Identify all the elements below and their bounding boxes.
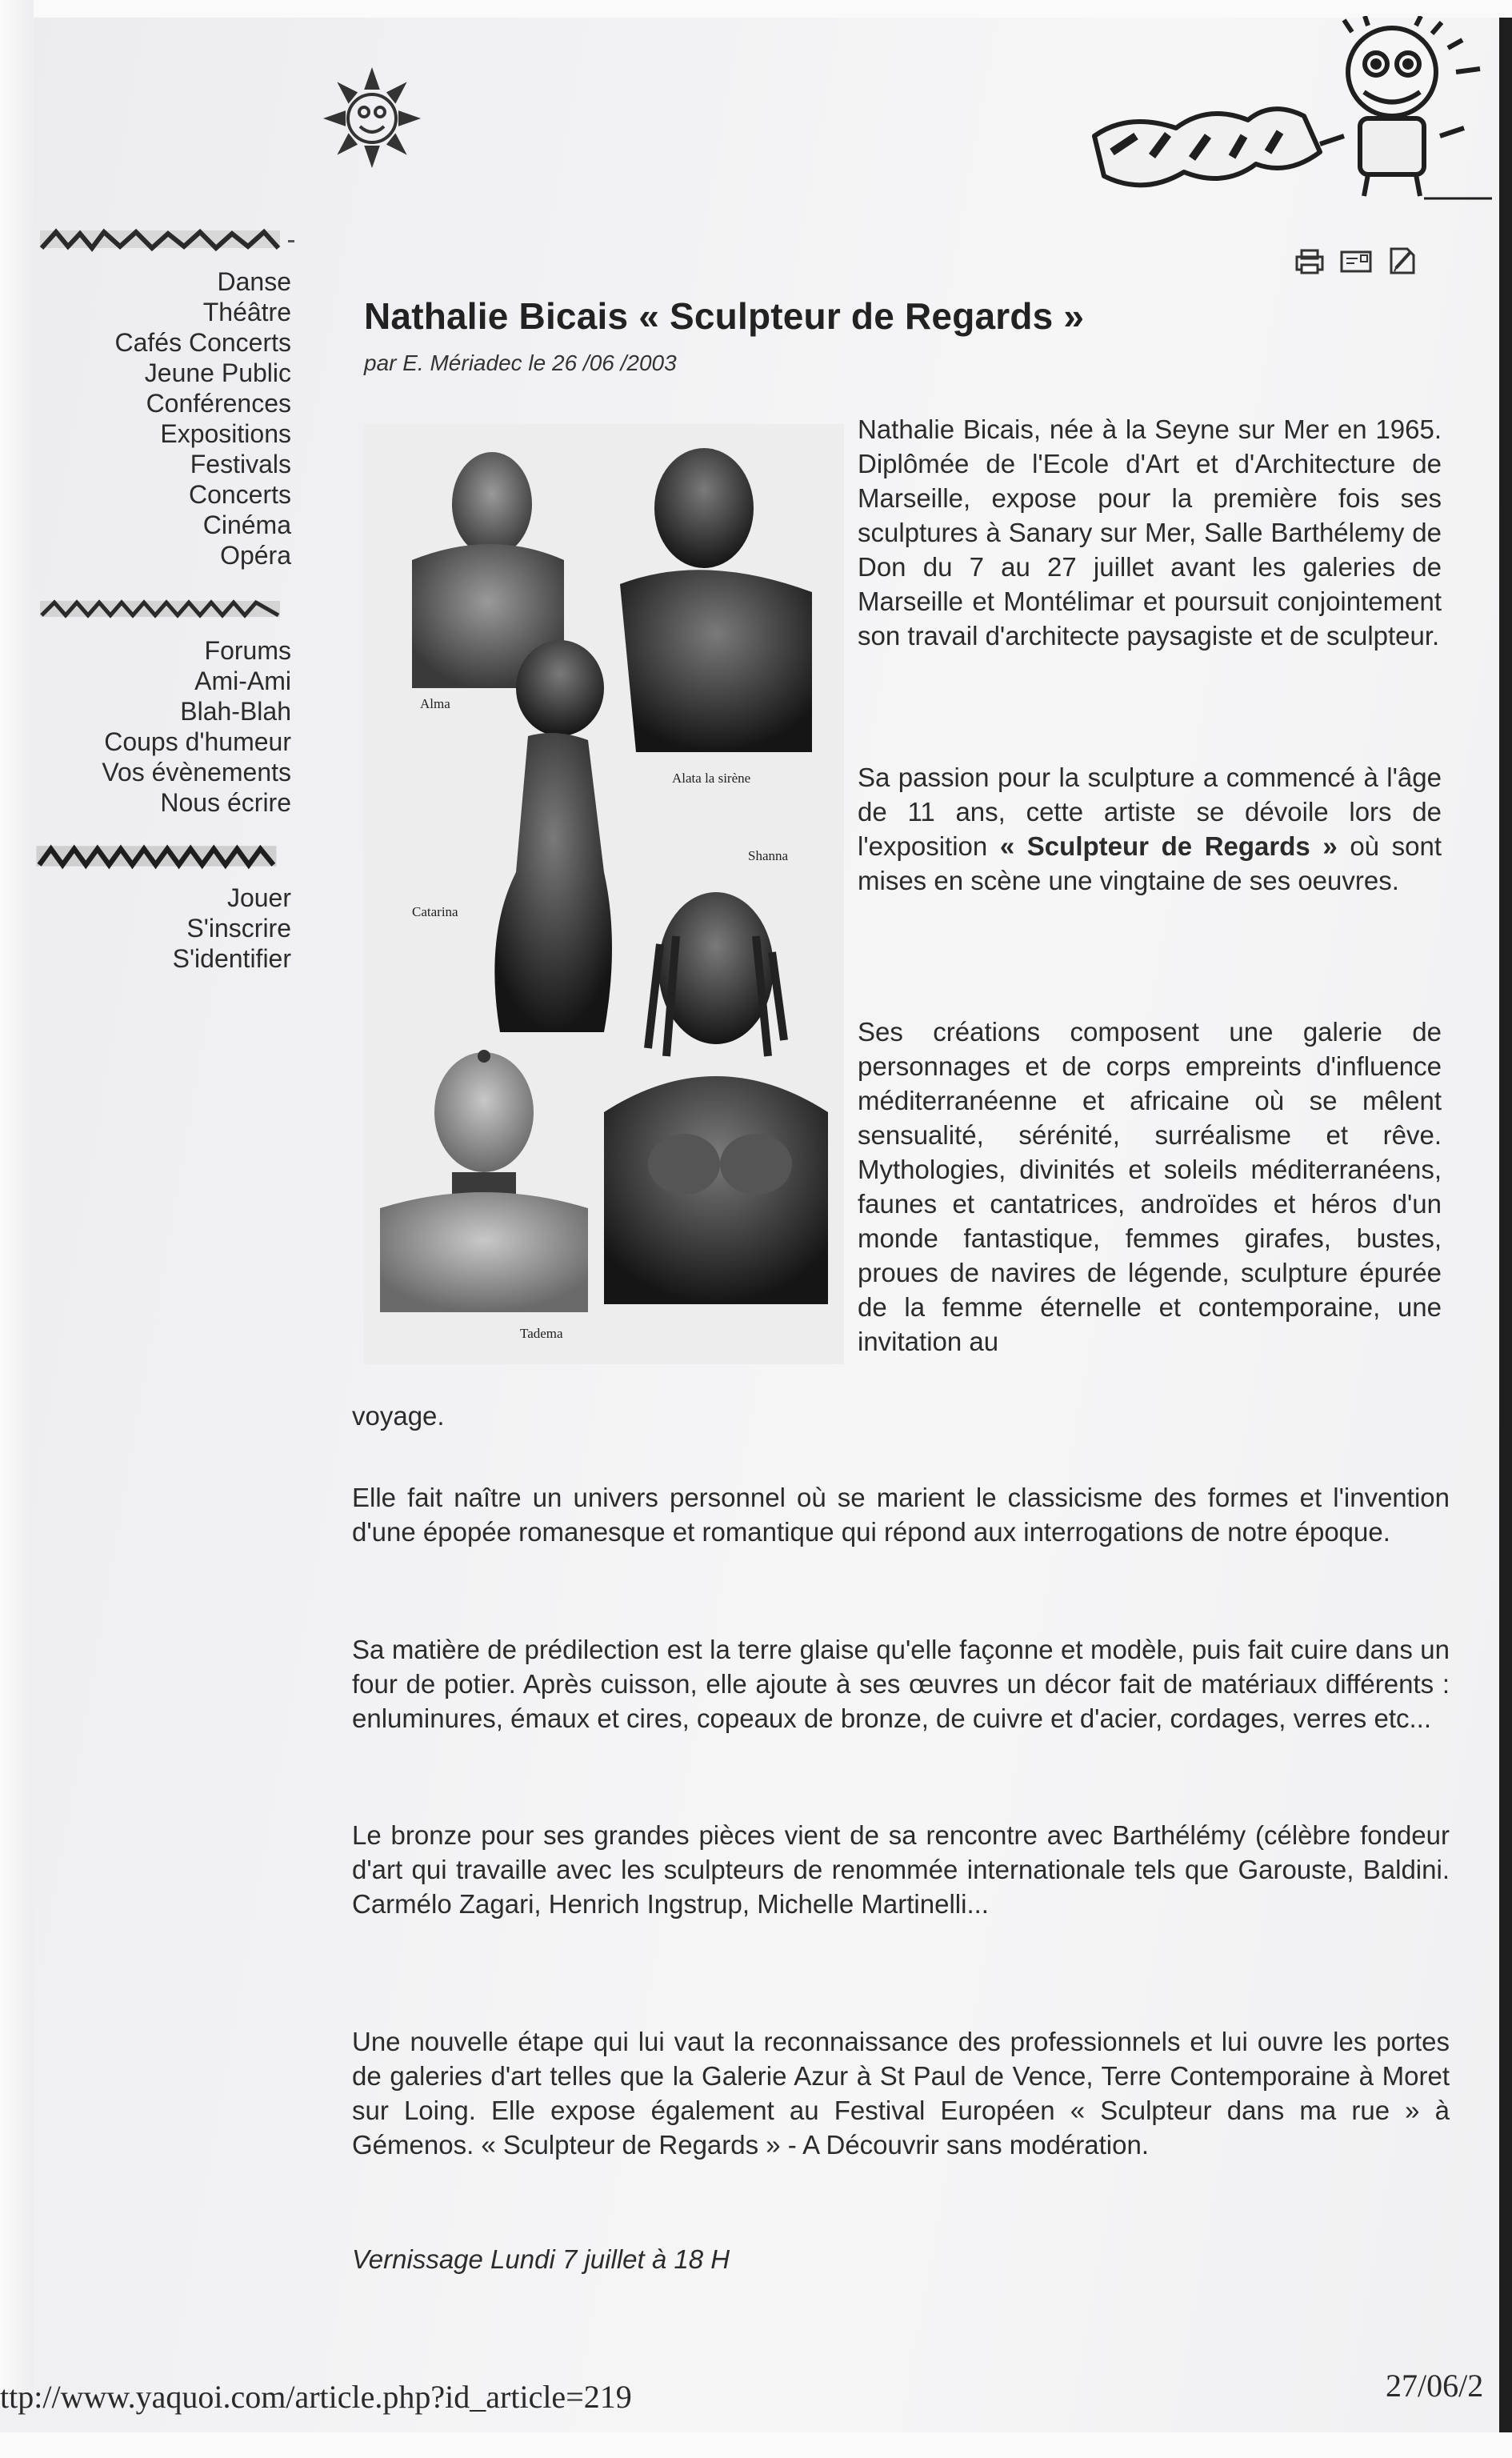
print-icon[interactable]: [1292, 244, 1327, 276]
nav-item-theatre[interactable]: Théâtre: [202, 298, 291, 326]
article-paragraph-3: Ses créations composent une galerie de personnages et de corps empreints d'influence méditerranéenne et africaine où se mêlent sensualité, sérénité, surréalisme et rêve. Mythologies, divinités et soleils méditerranéens, faunes et cantatrices, androïdes et héros d'un monde fantastique, femmes girafes, bustes, proues de navires de légende, sculpture épurée de la femme éternelle et contemporaine, une invitation au: [858, 1017, 1442, 1356]
article-toolbar: [1292, 244, 1420, 276]
article-paragraph-5: Sa matière de prédilection est la terre glaise qu'elle façonne et modèle, puis fait cuire dans un four de potier. Après cuisson, elle ajoute à ses œuvres un décor fait de matériaux différents : enluminures, émaux et cires, copeaux de bronze, de cuivre et d'acier, cordages, verres etc...: [352, 1635, 1450, 1733]
nav-item-cinema[interactable]: Cinéma: [202, 510, 291, 539]
article-paragraph-6: Le bronze pour ses grandes pièces vient de sa rencontre avec Barthélémy (célèbre fondeur d'art qui travaille avec les sculpteurs de renommée internationale tels que Garouste, Baldini. Carmélo Zagari, Henrich Ingstrup, Michelle Martinelli...: [352, 1820, 1450, 1919]
nav-item-concerts[interactable]: Concerts: [188, 480, 291, 509]
sun-logo[interactable]: [320, 64, 424, 168]
nav-item-forums[interactable]: Forums: [204, 636, 291, 665]
nav-item-festivals[interactable]: Festivals: [190, 450, 291, 478]
article-paragraph-2: [858, 760, 1442, 898]
nav-item-coups-d-humeur[interactable]: Coups d'humeur: [104, 727, 291, 756]
nav-item-danse[interactable]: Danse: [217, 267, 291, 296]
nav-item-opera[interactable]: Opéra: [220, 541, 291, 570]
nav-item-blah-blah[interactable]: Blah-Blah: [180, 697, 291, 726]
nav-item-vos-evenements[interactable]: Vos évènements: [102, 758, 291, 787]
nav-group-sorties: [24, 266, 296, 570]
article-byline: par E. Mériadec le 26 /06 /2003: [364, 350, 677, 375]
page-top-edge: [0, 0, 1512, 18]
article-paragraph-4: Elle fait naître un univers personnel où se marient le classicisme des formes et l'invention d'une épopée romanesque et romantique qui répond aux interrogations de notre époque.: [352, 1483, 1450, 1547]
sidebar: [24, 224, 296, 996]
section-header-logo-sorties: [24, 224, 296, 256]
section-header-logo-yaquoi: [24, 840, 296, 872]
print-footer-date: 27/06/2: [1386, 2368, 1484, 2404]
nav-item-cafes-concerts[interactable]: Cafés Concerts: [114, 328, 291, 357]
p2-text-end: où sont mises en scène une vingtaine de ses oeuvres.: [858, 831, 1442, 895]
caption-shanna: Shanna: [748, 848, 789, 863]
caption-tadema: Tadema: [520, 1326, 563, 1341]
caption-catarina: Catarina: [412, 904, 458, 919]
nav-item-nous-ecrire[interactable]: Nous écrire: [160, 788, 291, 817]
edit-icon[interactable]: [1385, 244, 1420, 276]
caption-alma: Alma: [420, 696, 450, 711]
p2-text-start: Sa passion pour la sculpture a commencé à l'âge de 11 ans, cette artiste se dévoile lors de l'exposition: [858, 763, 1442, 861]
p2-exhibition-title: « Sculpteur de Regards »: [999, 831, 1338, 861]
article-title: Nathalie Bicais « Sculpteur de Regards »: [364, 295, 1085, 337]
nav-item-s-identifier[interactable]: S'identifier: [172, 944, 291, 973]
article-paragraph-3-tail: voyage.: [352, 1401, 445, 1431]
nav-item-jeune-public[interactable]: Jeune Public: [144, 358, 291, 387]
yaquoi-logo[interactable]: [1080, 16, 1496, 208]
nav-item-jouer[interactable]: Jouer: [226, 883, 291, 912]
page-bottom-edge: [0, 2432, 1512, 2458]
vernissage-note: Vernissage Lundi 7 juillet à 18 H: [352, 2244, 730, 2274]
article-paragraph-1: Nathalie Bicais, née à la Seyne sur Mer en 1965. Diplômée de l'Ecole d'Art et d'Architecture de Marseille, expose pour la première fois ses sculptures à Sanary sur Mer, Salle Barthélemy de Don du 7 au 27 juillet avant les galeries de Marseille et Montélimar et poursuit conjointement son travail d'architecte paysagiste et de sculpteur.: [858, 414, 1442, 651]
nav-group-communaute: [24, 635, 296, 818]
print-footer-url[interactable]: ttp://www.yaquoi.com/article.php?id_article=219: [0, 2379, 632, 2415]
nav-group-membre: [24, 883, 296, 974]
section-header-logo-communaute: [24, 593, 296, 625]
article-paragraph-7: Une nouvelle étape qui lui vaut la reconnaissance des professionnels et lui ouvre les portes de galeries d'art telles que la Galerie Azur à St Paul de Vence, Terre Contemporaine à Moret sur Loing. Elle expose également au Festival Européen « Sculpteur dans ma rue » à Gémenos. « Sculpteur de Regards » - A Découvrir sans modération.: [352, 2027, 1450, 2160]
nav-item-conferences[interactable]: Conférences: [146, 389, 291, 418]
mail-icon[interactable]: [1338, 244, 1374, 276]
nav-item-expositions[interactable]: Expositions: [160, 419, 291, 448]
sculptures-photo: [364, 424, 844, 1364]
nav-item-s-inscrire[interactable]: S'inscrire: [186, 914, 291, 943]
nav-item-ami-ami[interactable]: Ami-Ami: [194, 667, 291, 695]
caption-alata: Alata la sirène: [672, 771, 751, 786]
